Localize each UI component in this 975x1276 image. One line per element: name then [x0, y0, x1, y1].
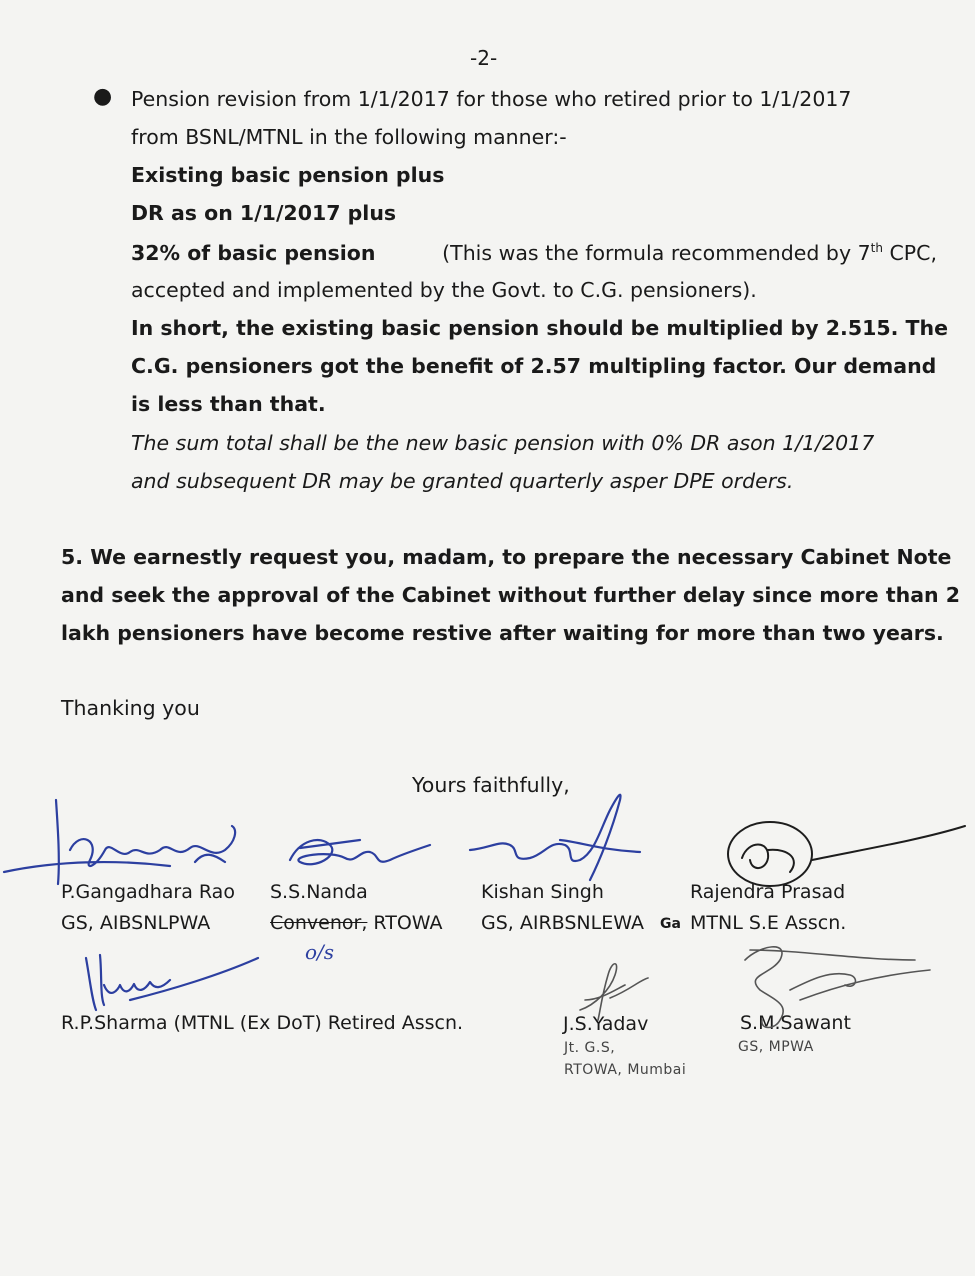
signatory-6-name: J.S.Yadav	[563, 1013, 649, 1035]
bullet-line-3: Existing basic pension plus	[131, 163, 445, 187]
bullet-line-6: accepted and implemented by the Govt. to C.G. pensioners).	[131, 278, 757, 302]
signatory-2-name: S.S.Nanda	[270, 881, 368, 903]
page-number: -2-	[470, 46, 498, 70]
para5-line-3: lakh pensioners have become restive after waiting for more than two years.	[61, 621, 944, 645]
signatory-4-prefix-mark: Ga	[660, 916, 681, 932]
bullet-line-8: C.G. pensioners got the benefit of 2.57 multipling factor. Our demand	[131, 354, 937, 378]
signature-gangadhara-rao	[4, 800, 235, 884]
signatory-3-title: GS, AIRBSNLEWA	[481, 912, 644, 934]
bullet-line-9: is less than that.	[131, 392, 326, 416]
bullet-line-4: DR as on 1/1/2017 plus	[131, 201, 397, 225]
signatory-2-title: Convenor, RTOWA	[270, 912, 443, 934]
bullet-line-11: and subsequent DR may be granted quarterly asper DPE orders.	[131, 469, 794, 493]
para5-line-2: and seek the approval of the Cabinet without further delay since more than 2	[61, 583, 961, 607]
signatory-6-title: Jt. G.S,	[564, 1040, 616, 1056]
signature-js-yadav	[580, 964, 648, 1020]
yours-faithfully-text: Yours faithfully,	[412, 773, 570, 797]
signatory-6-org: RTOWA, Mumbai	[564, 1062, 687, 1078]
signatory-4-name: Rajendra Prasad	[690, 881, 846, 903]
signatory-1-title: GS, AIBSNLPWA	[61, 912, 211, 934]
signatory-1-name: P.Gangadhara Rao	[61, 881, 235, 903]
signature-sm-sawant	[745, 947, 930, 1028]
signatory-5-name: R.P.Sharma (MTNL (Ex DoT) Retired Asscn.	[61, 1012, 464, 1034]
signatory-4-title: MTNL S.E Asscn.	[690, 912, 847, 934]
signature-rajendra-prasad	[728, 822, 812, 886]
bullet-line-10: The sum total shall be the new basic pension with 0% DR ason 1/1/2017	[131, 431, 875, 455]
signature-rp-sharma	[86, 955, 258, 1010]
signatory-7-title: GS, MPWA	[738, 1039, 814, 1055]
thanking-text: Thanking you	[61, 696, 200, 720]
signature-kishan-singh	[470, 795, 640, 880]
signatory-3-name: Kishan Singh	[481, 881, 604, 903]
formula-bold-text: 32% of basic pension	[131, 241, 376, 265]
signatory-2-annotation: o/s	[305, 940, 335, 964]
bullet-line-7: In short, the existing basic pension should be multiplied by 2.515. The	[131, 316, 949, 340]
bullet-line-2: from BSNL/MTNL in the following manner:-	[131, 125, 567, 149]
signatory-7-name: S.M.Sawant	[740, 1012, 851, 1034]
bullet-dot: ●	[93, 84, 113, 109]
para5-line-1: 5. We earnestly request you, madam, to prepare the necessary Cabinet Note	[61, 545, 952, 569]
signature-ss-nanda	[290, 840, 430, 864]
bullet-line-1: Pension revision from 1/1/2017 for those who retired prior to 1/1/2017	[131, 87, 852, 111]
formula-recommended-text: (This was the formula recommended by 7th CPC,	[442, 241, 937, 265]
